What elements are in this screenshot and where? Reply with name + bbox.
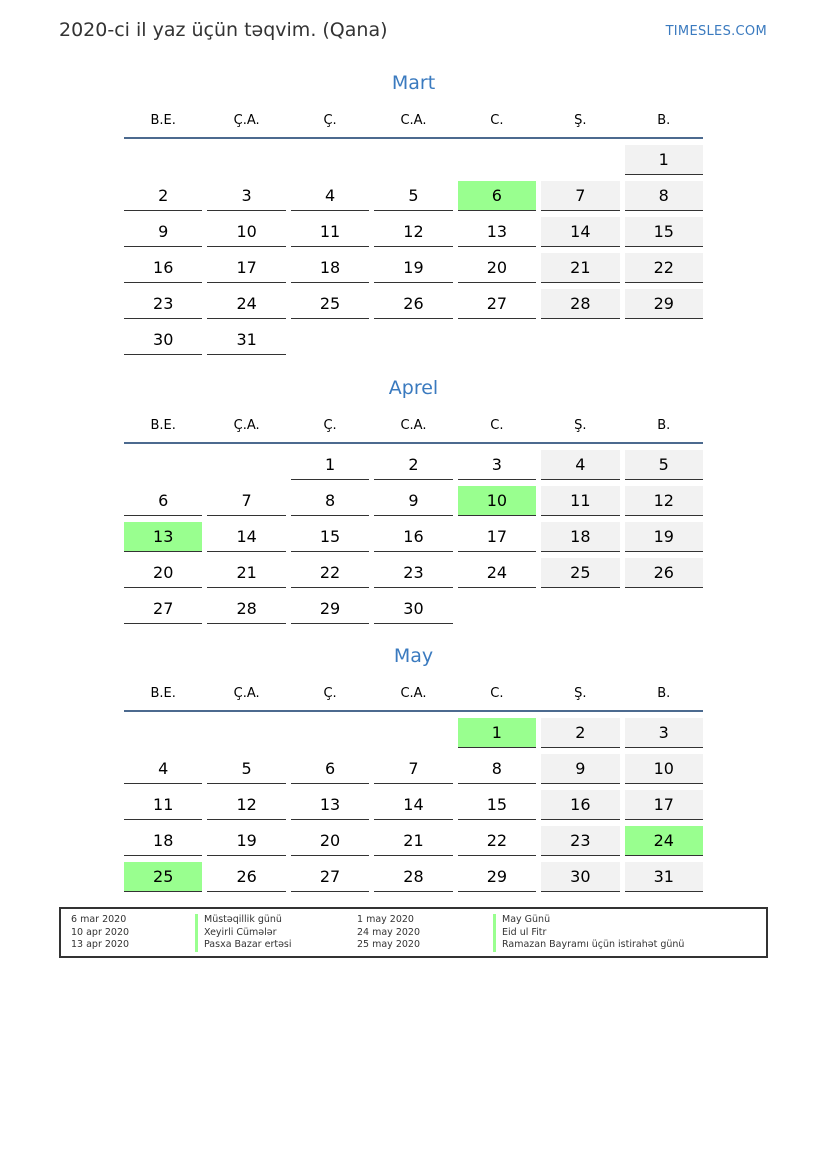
holiday-day-cell: 25	[124, 862, 202, 892]
empty-day-cell	[124, 450, 202, 480]
week-row	[124, 522, 703, 552]
holiday-day-cell: 6	[458, 181, 536, 211]
legend-dates-left	[71, 914, 129, 952]
day-cell: 20	[124, 558, 202, 588]
empty-day-cell	[541, 325, 619, 355]
day-cell: 30	[124, 325, 202, 355]
month-weeks	[124, 450, 703, 624]
legend-names-left	[195, 914, 292, 952]
weekday-label: C.	[490, 112, 504, 128]
day-cell: 29	[625, 289, 703, 319]
day-cell: 13	[458, 217, 536, 247]
day-cell: 31	[207, 325, 285, 355]
week-row	[124, 486, 703, 516]
weekday-label: B.	[657, 685, 671, 701]
week-row	[124, 790, 703, 820]
month-weeks	[124, 145, 703, 355]
day-cell: 11	[291, 217, 369, 247]
day-cell: 15	[458, 790, 536, 820]
week-row	[124, 289, 703, 319]
day-cell: 17	[625, 790, 703, 820]
day-cell: 12	[207, 790, 285, 820]
day-cell: 29	[458, 862, 536, 892]
day-cell: 18	[124, 826, 202, 856]
weekday-label: Ş.	[574, 685, 587, 701]
legend-holiday-name: May Günü	[493, 914, 684, 927]
holiday-day-cell: 1	[458, 718, 536, 748]
week-row	[124, 826, 703, 856]
weekday-label: C.A.	[400, 112, 427, 128]
day-cell: 26	[625, 558, 703, 588]
day-cell: 15	[625, 217, 703, 247]
week-row	[124, 862, 703, 892]
weekday-label: Ç.	[323, 685, 337, 701]
day-cell: 18	[541, 522, 619, 552]
day-cell: 29	[291, 594, 369, 624]
legend-holiday-name: Müstəqillik günü	[195, 914, 292, 927]
day-cell: 28	[541, 289, 619, 319]
day-cell: 24	[458, 558, 536, 588]
day-cell: 20	[458, 253, 536, 283]
month-weeks	[124, 718, 703, 892]
day-cell: 5	[625, 450, 703, 480]
day-cell: 1	[291, 450, 369, 480]
empty-day-cell	[625, 325, 703, 355]
empty-day-cell	[124, 145, 202, 175]
legend-dates-right	[357, 914, 420, 952]
weekday-label: B.	[657, 417, 671, 433]
day-cell: 21	[541, 253, 619, 283]
day-cell: 25	[541, 558, 619, 588]
day-cell: 11	[541, 486, 619, 516]
day-cell: 27	[291, 862, 369, 892]
day-cell: 28	[374, 862, 452, 892]
weekday-label: C.A.	[400, 417, 427, 433]
holiday-legend	[59, 907, 768, 958]
week-row	[124, 754, 703, 784]
empty-day-cell	[625, 594, 703, 624]
day-cell: 26	[207, 862, 285, 892]
empty-day-cell	[374, 325, 452, 355]
week-row	[124, 145, 703, 175]
empty-day-cell	[207, 450, 285, 480]
day-cell: 13	[291, 790, 369, 820]
month-mart	[124, 70, 703, 361]
month-may	[124, 643, 703, 898]
day-cell: 19	[374, 253, 452, 283]
holiday-day-cell: 13	[124, 522, 202, 552]
day-cell: 16	[541, 790, 619, 820]
day-cell: 6	[124, 486, 202, 516]
day-cell: 21	[207, 558, 285, 588]
day-cell: 27	[124, 594, 202, 624]
day-cell: 3	[207, 181, 285, 211]
weekday-label: Ş.	[574, 417, 587, 433]
legend-names-right	[493, 914, 684, 952]
day-cell: 22	[291, 558, 369, 588]
holiday-day-cell: 24	[625, 826, 703, 856]
empty-day-cell	[374, 718, 452, 748]
day-cell: 23	[541, 826, 619, 856]
day-cell: 6	[291, 754, 369, 784]
week-row	[124, 217, 703, 247]
weekday-header	[124, 103, 703, 139]
month-title: May	[393, 645, 434, 667]
weekday-label: C.A.	[400, 685, 427, 701]
empty-day-cell	[291, 718, 369, 748]
day-cell: 15	[291, 522, 369, 552]
legend-date: 6 mar 2020	[71, 914, 127, 925]
day-cell: 22	[625, 253, 703, 283]
site-link[interactable]: TIMESLES.COM	[665, 24, 767, 39]
day-cell: 10	[625, 754, 703, 784]
day-cell: 9	[541, 754, 619, 784]
day-cell: 14	[207, 522, 285, 552]
day-cell: 17	[207, 253, 285, 283]
day-cell: 3	[625, 718, 703, 748]
day-cell: 14	[374, 790, 452, 820]
empty-day-cell	[207, 145, 285, 175]
weekday-header	[124, 676, 703, 712]
day-cell: 30	[541, 862, 619, 892]
day-cell: 23	[374, 558, 452, 588]
weekday-label: Ç.	[323, 417, 337, 433]
day-cell: 4	[541, 450, 619, 480]
day-cell: 8	[625, 181, 703, 211]
day-cell: 16	[124, 253, 202, 283]
empty-day-cell	[541, 145, 619, 175]
legend-date: 1 may 2020	[357, 914, 414, 925]
legend-holiday-name: Xeyirli Cümələr	[195, 927, 292, 940]
day-cell: 23	[124, 289, 202, 319]
week-row	[124, 718, 703, 748]
day-cell: 4	[124, 754, 202, 784]
day-cell: 1	[625, 145, 703, 175]
month-title: Mart	[391, 72, 436, 94]
day-cell: 17	[458, 522, 536, 552]
legend-date: 25 may 2020	[357, 939, 421, 950]
week-row	[124, 253, 703, 283]
day-cell: 12	[625, 486, 703, 516]
day-cell: 14	[541, 217, 619, 247]
day-cell: 3	[458, 450, 536, 480]
week-row	[124, 450, 703, 480]
empty-day-cell	[458, 594, 536, 624]
day-cell: 9	[124, 217, 202, 247]
day-cell: 30	[374, 594, 452, 624]
legend-date: 24 may 2020	[357, 926, 421, 938]
week-row	[124, 325, 703, 355]
day-cell: 18	[291, 253, 369, 283]
day-cell: 8	[458, 754, 536, 784]
weekday-label: C.	[490, 417, 504, 433]
empty-day-cell	[458, 325, 536, 355]
weekday-label: B.	[657, 112, 671, 128]
empty-day-cell	[541, 594, 619, 624]
day-cell: 8	[291, 486, 369, 516]
empty-day-cell	[374, 145, 452, 175]
day-cell: 7	[541, 181, 619, 211]
week-row	[124, 558, 703, 588]
empty-day-cell	[207, 718, 285, 748]
day-cell: 9	[374, 486, 452, 516]
weekday-label: B.E.	[150, 685, 176, 701]
weekday-label: B.E.	[150, 112, 176, 128]
weekday-label: C.	[490, 685, 504, 701]
day-cell: 22	[458, 826, 536, 856]
day-cell: 26	[374, 289, 452, 319]
day-cell: 7	[374, 754, 452, 784]
empty-day-cell	[291, 325, 369, 355]
weekday-label: Ç.A.	[233, 685, 260, 701]
day-cell: 19	[207, 826, 285, 856]
month-aprel	[124, 375, 703, 630]
month-title: Aprel	[388, 377, 439, 399]
day-cell: 24	[207, 289, 285, 319]
week-row	[124, 594, 703, 624]
day-cell: 4	[291, 181, 369, 211]
holiday-day-cell: 10	[458, 486, 536, 516]
weekday-label: Ş.	[574, 112, 587, 128]
day-cell: 2	[374, 450, 452, 480]
day-cell: 5	[207, 754, 285, 784]
day-cell: 21	[374, 826, 452, 856]
week-row	[124, 181, 703, 211]
legend-holiday-name: Ramazan Bayramı üçün istirahət günü	[493, 939, 684, 952]
day-cell: 5	[374, 181, 452, 211]
weekday-label: Ç.A.	[233, 417, 260, 433]
legend-holiday-name: Eid ul Fitr	[493, 927, 684, 940]
day-cell: 27	[458, 289, 536, 319]
day-cell: 11	[124, 790, 202, 820]
day-cell: 2	[541, 718, 619, 748]
legend-holiday-name: Pasxa Bazar ertəsi	[195, 939, 292, 952]
weekday-label: Ç.	[323, 112, 337, 128]
day-cell: 19	[625, 522, 703, 552]
empty-day-cell	[458, 145, 536, 175]
day-cell: 7	[207, 486, 285, 516]
day-cell: 12	[374, 217, 452, 247]
empty-day-cell	[291, 145, 369, 175]
day-cell: 28	[207, 594, 285, 624]
empty-day-cell	[124, 718, 202, 748]
weekday-label: B.E.	[150, 417, 176, 433]
day-cell: 20	[291, 826, 369, 856]
day-cell: 10	[207, 217, 285, 247]
weekday-label: Ç.A.	[233, 112, 260, 128]
day-cell: 2	[124, 181, 202, 211]
legend-date: 10 apr 2020	[71, 926, 130, 938]
day-cell: 25	[291, 289, 369, 319]
page-title: 2020-ci il yaz üçün təqvim. (Qana)	[59, 19, 388, 41]
day-cell: 16	[374, 522, 452, 552]
legend-date: 13 apr 2020	[71, 939, 130, 950]
weekday-header	[124, 408, 703, 444]
day-cell: 31	[625, 862, 703, 892]
